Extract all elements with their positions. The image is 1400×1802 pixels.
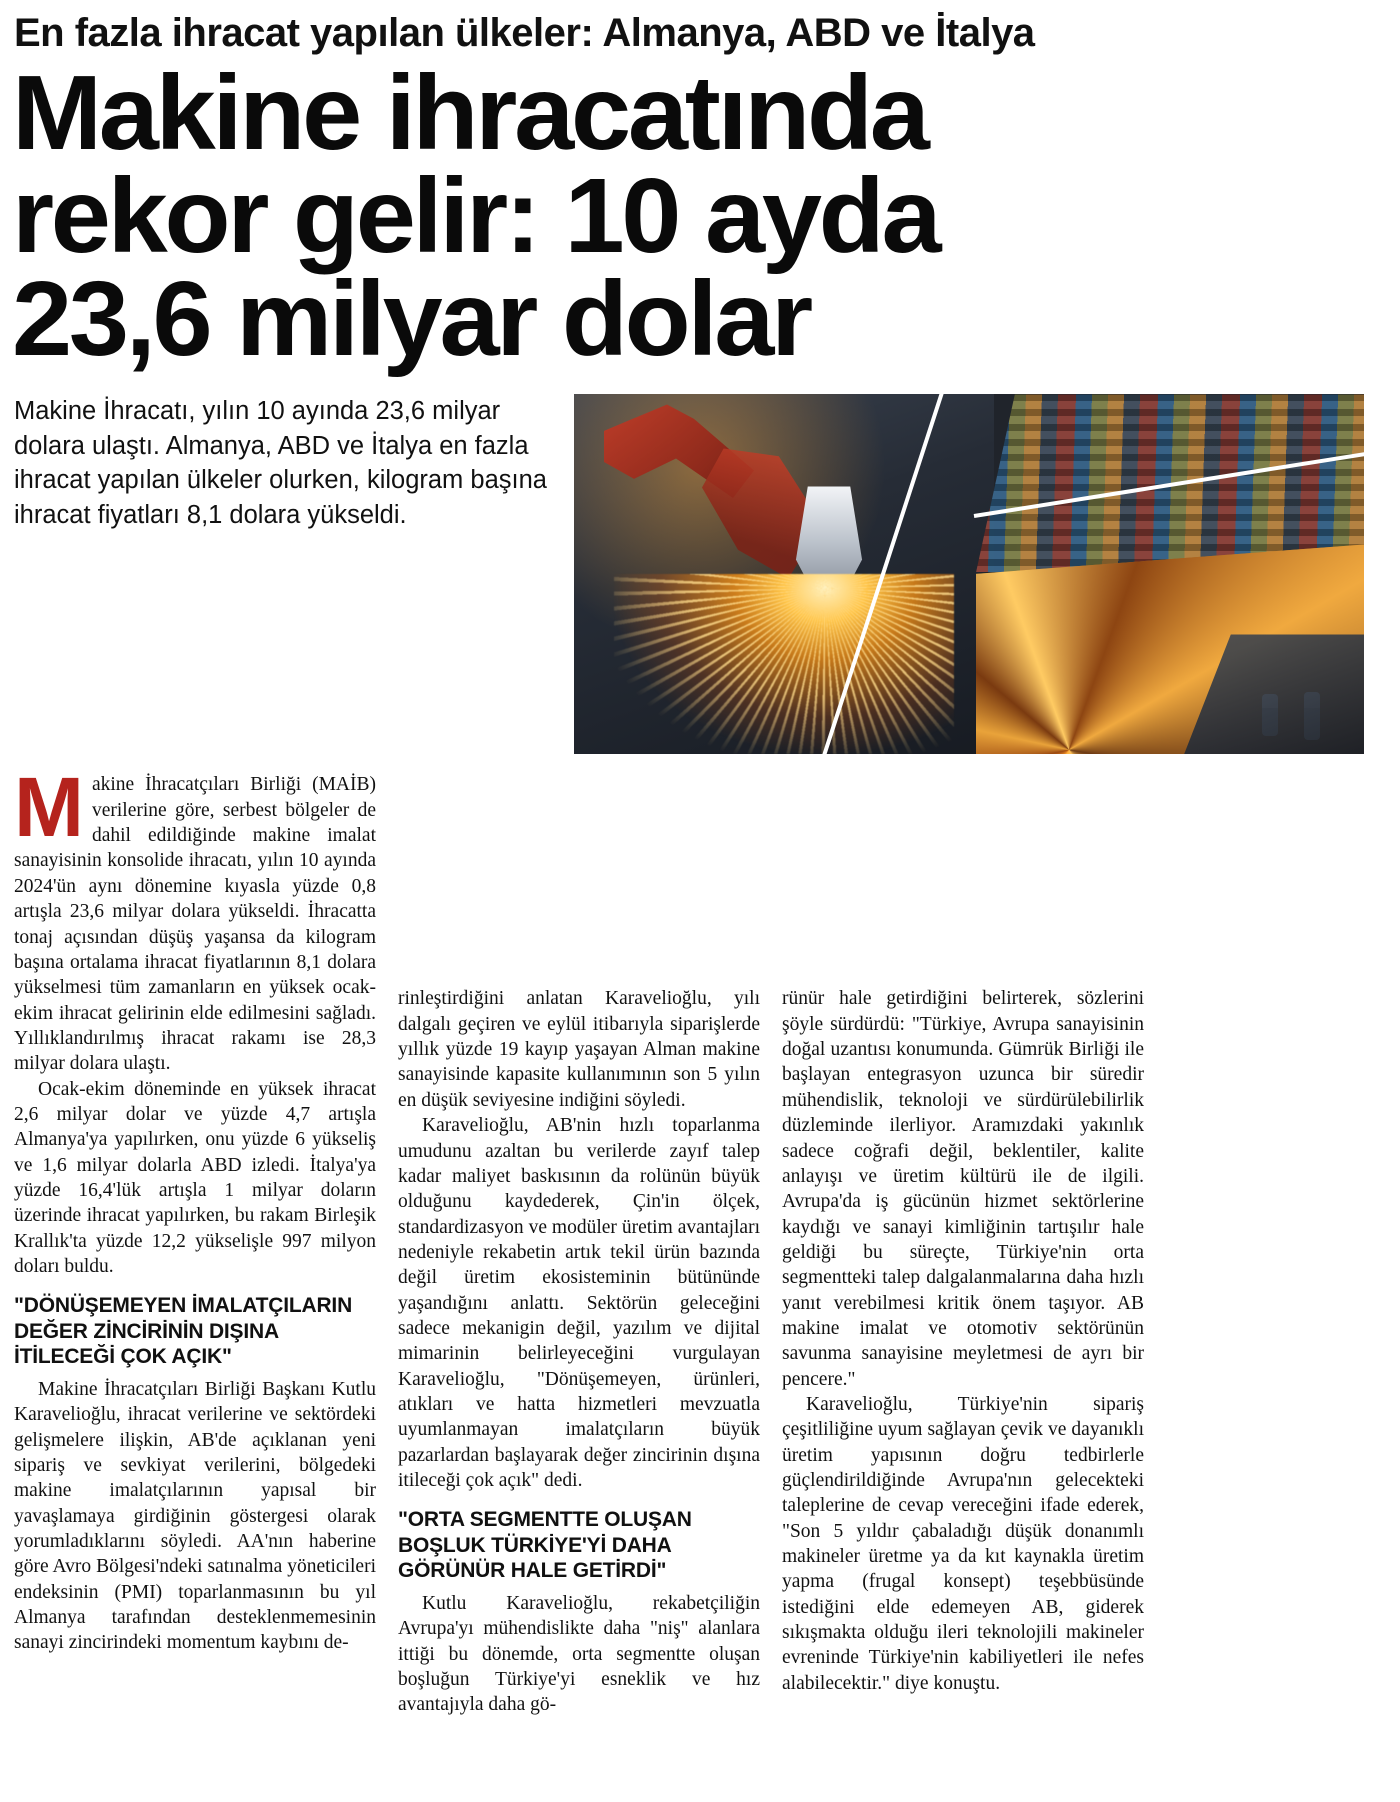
paragraph: Karavelioğlu, Türkiye'nin sipariş çeşitliliğine uyum sağlayan çevik ve dayanıklı üretim yapısının doğru tedbirlerle güçlendirildiğinde Avrupa'nın gelecekteki taleplerine de cevap vereceğini ifade ederek, "Son 5 yıldır çabaladığı düşük donanımlı makineler üretme ya da kıt kaynakla üretim yapma (frugal konsept) teşebbüsünde istediğini elde edemeyen AB, giderek sıkışmakta olduğu ileri teknolojili makineler evreninde Türkiye'nin kabiliyetleri ile nefes alabilecektir." diye konuştu. <box>782 1393 1144 1694</box>
intro-section <box>0 394 1400 754</box>
paragraph: Karavelioğlu, AB'nin hızlı toparlanma umudunu azaltan bu verilerde zayıf talep kadar maliyet baskısının da rolünün büyük olduğunu kaydederek, Çin'in ölçek, standardizasyon ve modüler üretim avantajları nedeniyle rekabetin artık tekil ürün bazında değil üretim ekosisteminin bütününde yaşandığını anlattı. Sektörün geleceğini sadece mekanigin değil, yazılım ve dijital mimarinin belirleyeceğini vurgulayan Karavelioğlu, "Dönüşemeyen, ürünleri, atıkları ve hatta hizmetleri mevzuatla uyumlanmayan imalatçıların büyük pazarlardan başlayarak değer zincirinin dışına itileceği çok açık" dedi. <box>398 1115 760 1491</box>
subheading: "ORTA SEGMENTTE OLUŞAN BOŞLUK TÜRKİYE'Yİ DAHA GÖRÜNÜR HALE GETİRDİ" <box>398 1508 692 1582</box>
headline <box>12 54 1400 378</box>
headline-line-3: 23,6 milyar dolar <box>12 259 810 378</box>
paragraph-text: akine İhracatçıları Birliği (MAİB) verilerine göre, serbest bölgeler de dahil edildiğinde makine imalat sanayisinin konsolide ihracatı, yılın 10 ayında 2024'ün aynı dönemine kıyasla yüzde 0,8 artışla 23,6 milyar dolara yükseldi. İhracatta tonaj açısından düşüş yaşansa da kilogram başına ortalama ihracat fiyatlarının 8,1 dolara yükselmesi tüm zamanların en yüksek ocak-ekim ihracat gelirinin elde edilmesini sağladı. Yıllıklandırılmış ihracat rakamı ise 28,3 milyar dolara ulaştı. <box>14 774 376 1075</box>
photo-panel-factory <box>574 394 994 754</box>
article-photo <box>574 394 1364 754</box>
paragraph: Makine İhracatçıları Birliği Başkanı Kutlu Karavelioğlu, ihracat verilerine ve sektördeki gelişmelere ilişkin, AB'de açıklanan yeni sipariş ve sevkiyat verilerini, bölgedeki makine imalatçılarının yapısal bir yavaşlamaya girdiğinin göstergesi olarak yorumladıklarını söyledi. AA'nın haberine göre Avro Bölgesi'ndeki satınalma yöneticileri endeksinin (PMI) toparlanmasının bu yıl Almanya tarafından desteklenmemesinin sanayi zincirindeki momentum kaybını de- <box>14 1378 376 1654</box>
paragraph: Kutlu Karavelioğlu, rekabetçiliğin Avrupa'yı mühendislikte daha "niş" alanlara ittiği bu dönemde, orta segmentte oluşan boşluğun Türkiye'yi esneklik ve hız avantajıyla daha gö- <box>398 1592 760 1716</box>
paragraph: rünür hale getirdiğini belirterek, sözlerini şöyle sürdürdü: "Türkiye, Avrupa sanayisinin doğal uzantısı konumunda. Gümrük Birliği ile başlayan entegrasyon uzunca bir süredir mühendislik, teknoloji ve sürdürülebilirlik düzleminde ilerliyor. Aramızdaki yakınlık sadece coğrafi değil, beklentiler, kalite anlayışı ve üretim kültürü ile de ilgili. Avrupa'da iş gücünün hizmet sektörlerine kaydığı ve sanayi kimliğinin tartışılır hale geldiği bu süreçte, Türkiye'nin orta segmentteki talep dalgalanmalarına daha hızlı yanıt verebilmesi kritik önem taşıyor. AB makine imalat ve otomotiv sektörünün savunma sanayisine meyletmesi de ayrı bir pencere." <box>782 988 1144 1390</box>
article-body <box>0 760 1400 1717</box>
drop-cap: M <box>14 760 84 855</box>
worker-figure-second <box>1262 694 1278 736</box>
headline-line-1: Makine ihracatında <box>12 54 927 172</box>
kicker: En fazla ihracat yapılan ülkeler: Almanya, ABD ve İtalya <box>14 11 1035 55</box>
column-1 <box>14 760 376 1717</box>
column-3 <box>782 772 1144 1717</box>
photo-panel-turbine <box>976 544 1364 754</box>
sparks-effect <box>614 574 954 754</box>
subheading: "DÖNÜŞEMEYEN İMALATÇILARIN DEĞER ZİNCİRİNİN DIŞINA İTİLECEĞİ ÇOK AÇIK" <box>14 1294 353 1368</box>
column-2 <box>398 772 760 1717</box>
standfirst: Makine İhracatı, yılın 10 ayında 23,6 milyar dolara ulaştı. Almanya, ABD ve İtalya en fazla ihracat yapılan ülkeler olurken, kilogram başına ihracat fiyatları 8,1 dolara yükseldi. <box>14 397 547 529</box>
paragraph: Ocak-ekim döneminde en yüksek ihracat 2,6 milyar dolar ve yüzde 4,7 artışla Almanya'ya yapılırken, onu yüzde 6 yükseliş ve 1,6 milyar dolarla ABD izledi. İtalya'ya yüzde 16,4'lük artışla 1 milyar doların üzerinde ihracat yapılırken, bu rakam Birleşik Krallık'ta yüzde 12,2 yükselişle 997 milyon doları buldu. <box>14 1078 376 1277</box>
worker-figure <box>1304 692 1320 740</box>
paragraph <box>14 760 376 1076</box>
headline-line-2: rekor gelir: 10 ayda <box>12 156 939 275</box>
newspaper-page <box>0 12 1400 1802</box>
paragraph: rinleştirdiğini anlatan Karavelioğlu, yılı dalgalı geçiren ve eylül itibarıyla siparişlerde yıllık yüzde 19 kayıp yaşayan Alman makine sanayisinde kapasite kullanımının son 5 yılın en düşük seviyesine indiğini söyledi. <box>398 988 760 1111</box>
